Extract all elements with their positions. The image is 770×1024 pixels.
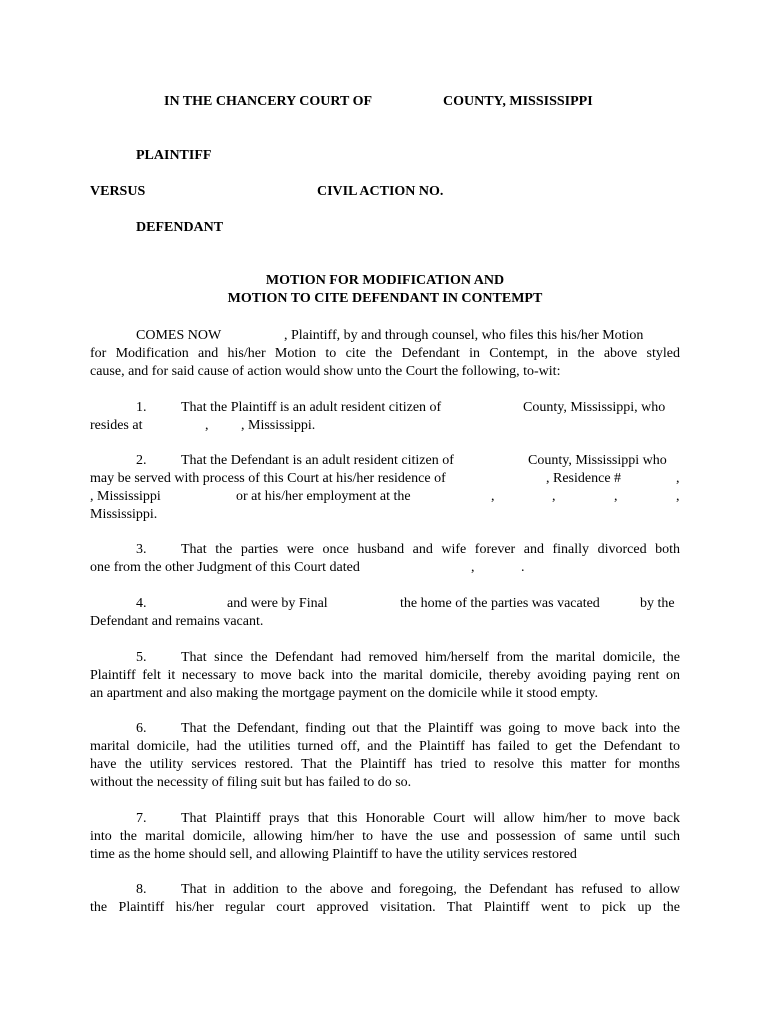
p2-line-3f: , bbox=[676, 489, 680, 504]
paragraph-number: 2. bbox=[136, 453, 147, 468]
county-label: COUNTY, MISSISSIPPI bbox=[443, 94, 593, 109]
p7-line-2: into the marital domicile, allowing him/her to have the use and possession of same until such bbox=[90, 829, 680, 844]
p5-line-2: Plaintiff felt it necessary to move back into the marital domicile, thereby avoiding paying rent on bbox=[90, 668, 680, 683]
intro-line-2: for Modification and his/her Motion to cite the Defendant in Contempt, in the above styled bbox=[90, 346, 680, 361]
p2-line-1a: That the Defendant is an adult resident citizen of bbox=[181, 453, 454, 468]
court-name-label: IN THE CHANCERY COURT OF bbox=[164, 94, 373, 109]
p6-line-2: marital domicile, had the utilities turned off, and the Plaintiff has failed to get the Defendant to bbox=[90, 739, 680, 754]
p4-line-1a: and were by Final bbox=[227, 596, 328, 611]
p1-line-2b: , bbox=[205, 418, 209, 433]
paragraph-number: 6. bbox=[136, 721, 147, 736]
p1-line-1a: That the Plaintiff is an adult resident citizen of bbox=[181, 400, 442, 415]
paragraph-number: 5. bbox=[136, 650, 147, 665]
plaintiff-label: PLAINTIFF bbox=[136, 148, 212, 163]
p1-line-2c: , Mississippi. bbox=[241, 418, 316, 433]
p1-line-2a: resides at bbox=[90, 418, 143, 433]
p2-line-2c: , bbox=[676, 471, 680, 486]
p2-line-3b: or at his/her employment at the bbox=[236, 489, 411, 504]
paragraph-number: 7. bbox=[136, 811, 147, 826]
p5-line-1: That since the Defendant had removed him/herself from the marital domicile, the bbox=[181, 650, 680, 665]
p6-line-1: That the Defendant, finding out that the Plaintiff was going to move back into the bbox=[181, 721, 680, 736]
p2-line-1b: County, Mississippi who bbox=[528, 453, 667, 468]
p4-line-1b: the home of the parties was vacated bbox=[400, 596, 600, 611]
defendant-label: DEFENDANT bbox=[136, 220, 224, 235]
title-line-1: MOTION FOR MODIFICATION AND bbox=[265, 273, 505, 288]
intro-comes-now: COMES NOW bbox=[136, 328, 222, 343]
paragraph-number: 1. bbox=[136, 400, 147, 415]
p6-line-4: without the necessity of filing suit but has failed to do so. bbox=[90, 775, 412, 790]
p4-line-1c: by the bbox=[640, 596, 675, 611]
intro-line-1-rest: , Plaintiff, by and through counsel, who files this his/her Motion bbox=[284, 328, 644, 343]
p2-line-3c: , bbox=[491, 489, 495, 504]
p3-line-1: That the parties were once husband and wife forever and finally divorced both bbox=[181, 542, 680, 557]
p3-line-2c: . bbox=[521, 560, 525, 575]
p5-line-3: an apartment and also making the mortgage payment on the domicile while it stood empty. bbox=[90, 686, 599, 701]
p2-line-3d: , bbox=[552, 489, 556, 504]
paragraph-number: 4. bbox=[136, 596, 147, 611]
p2-line-2a: may be served with process of this Court at his/her residence of bbox=[90, 471, 446, 486]
p4-line-2: Defendant and remains vacant. bbox=[90, 614, 264, 629]
p3-line-2a: one from the other Judgment of this Court dated bbox=[90, 560, 360, 575]
p2-line-3e: , bbox=[614, 489, 618, 504]
p8-line-2: the Plaintiff his/her regular court approved visitation. That Plaintiff went to pick up the bbox=[90, 900, 680, 915]
p7-line-3: time as the home should sell, and allowing Plaintiff to have the utility services restored bbox=[90, 847, 577, 862]
p3-line-2b: , bbox=[471, 560, 475, 575]
p6-line-3: have the utility services restored. That the Plaintiff has tried to resolve this matter for months bbox=[90, 757, 680, 772]
paragraph-number: 8. bbox=[136, 882, 147, 897]
title-line-2: MOTION TO CITE DEFENDANT IN CONTEMPT bbox=[227, 291, 543, 306]
p1-line-1b: County, Mississippi, who bbox=[523, 400, 666, 415]
civil-action-label: CIVIL ACTION NO. bbox=[317, 184, 444, 199]
intro-line-3: cause, and for said cause of action would show unto the Court the following, to-wit: bbox=[90, 364, 561, 379]
p7-line-1: That Plaintiff prays that this Honorable Court will allow him/her to move back bbox=[181, 811, 680, 826]
p8-line-1: That in addition to the above and foregoing, the Defendant has refused to allow bbox=[181, 882, 680, 897]
versus-label: VERSUS bbox=[90, 184, 146, 199]
p2-line-4: Mississippi. bbox=[90, 507, 158, 522]
p2-line-3a: , Mississippi bbox=[90, 489, 161, 504]
paragraph-number: 3. bbox=[136, 542, 147, 557]
p2-line-2b: , Residence # bbox=[546, 471, 622, 486]
